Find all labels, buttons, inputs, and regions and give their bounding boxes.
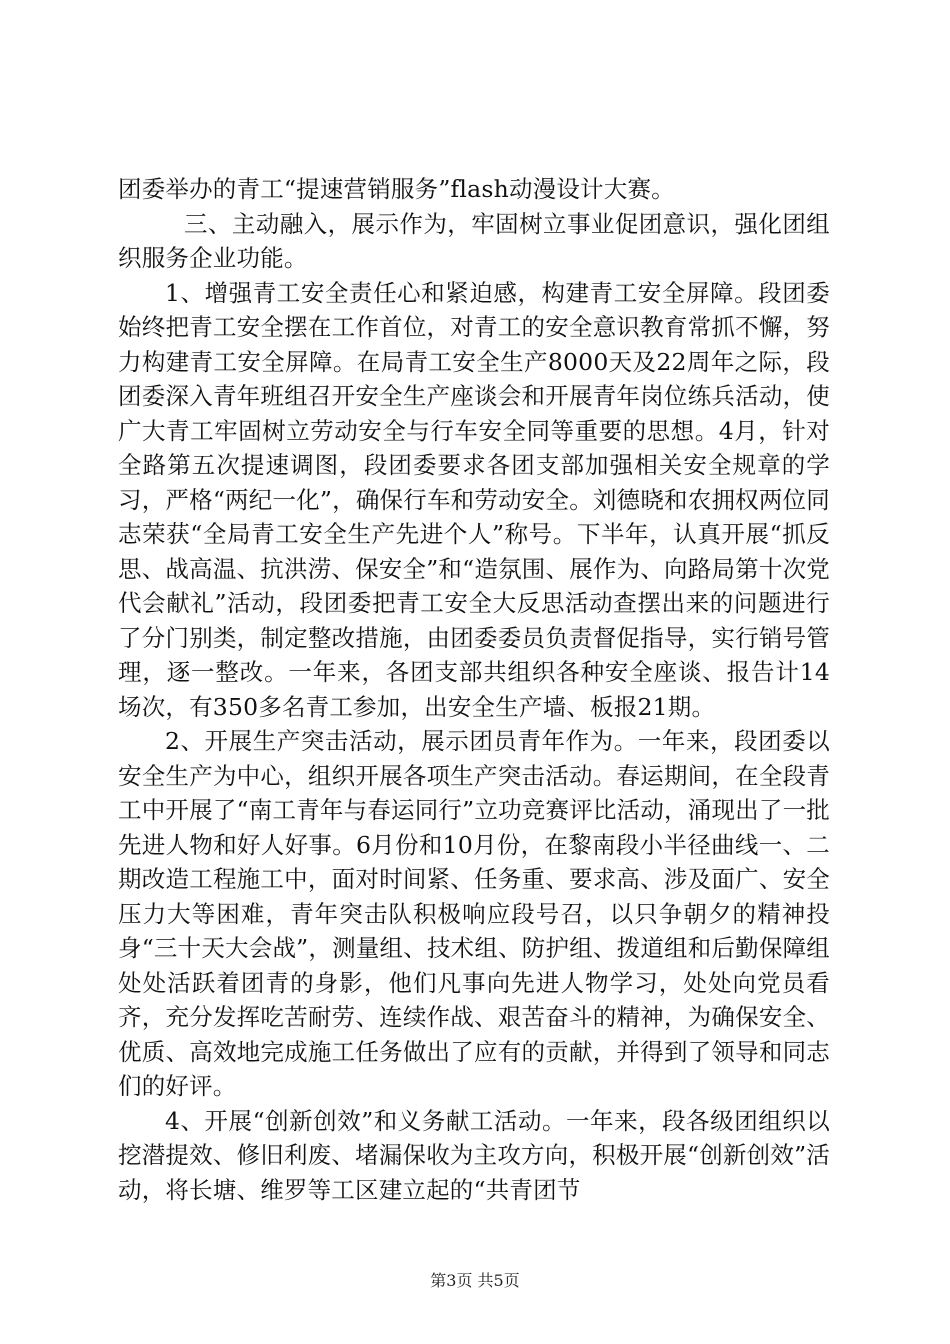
page-footer	[0, 1271, 950, 1291]
paragraph-item-2: 2、开展生产突击活动，展示团员青年作为。一年来，段团委以安全生产为中心，组织开展各项生产突击活动。春运期间，在全段青工中开展了“南工青年与春运同行”立功竞赛评比活动，涌现出了一批先进人物和好人好事。6月份和10月份，在黎南段小半径曲线一、二期改造工程施工中，面对时间紧、任务重、要求高、涉及面广、安全压力大等困难，青年突击队积极响应段号召，以只争朝夕的精神投身“三十天大会战”，测量组、技术组、防护组、拨道组和后勤保障组处处活跃着团青的身影，他们凡事向先进人物学习，处处向党员看齐，充分发挥吃苦耐劳、连续作战、艰苦奋斗的精神，为确保安全、优质、高效地完成施工任务做出了应有的贡献，并得到了领导和同志们的好评。	[118, 727, 830, 1100]
page-number-label: 第3页 共5页	[430, 1271, 520, 1290]
paragraph-section-three-heading: 三、主动融入，展示作为，牢固树立事业促团意识，强化团组织服务企业功能。	[118, 209, 830, 272]
document-body	[118, 172, 830, 1207]
paragraph-item-1: 1、增强青工安全责任心和紧迫感，构建青工安全屏障。段团委始终把青工安全摆在工作首位，对青工的安全意识教育常抓不懈，努力构建青工安全屏障。在局青工安全生产8000天及22周年之际，段团委深入青年班组召开安全生产座谈会和开展青年岗位练兵活动，使广大青工牢固树立劳动安全与行车安全同等重要的思想。4月，针对全路第五次提速调图，段团委要求各团支部加强相关安全规章的学习，严格“两纪一化”，确保行车和劳动安全。刘德晓和农拥权两位同志荣获“全局青工安全生产先进个人”称号。下半年，认真开展“抓反思、战高温、抗洪涝、保安全”和“造氛围、展作为、向路局第十次党代会献礼”活动，段团委把青工安全大反思活动查摆出来的问题进行了分门别类，制定整改措施，由团委委员负责督促指导，实行销号管理，逐一整改。一年来，各团支部共组织各种安全座谈、报告计14场次，有350多名青工参加，出安全生产墙、板报21期。	[118, 278, 830, 721]
paragraph-continuation: 团委举办的青工“提速营销服务”flash动漫设计大赛。	[118, 175, 675, 203]
paragraph-item-4: 4、开展“创新创效”和义务献工活动。一年来，段各级团组织以挖潜提效、修旧利废、堵漏保收为主攻方向，积极开展“创新创效”活动，将长塘、维罗等工区建立起的“共青团节	[118, 1106, 830, 1204]
